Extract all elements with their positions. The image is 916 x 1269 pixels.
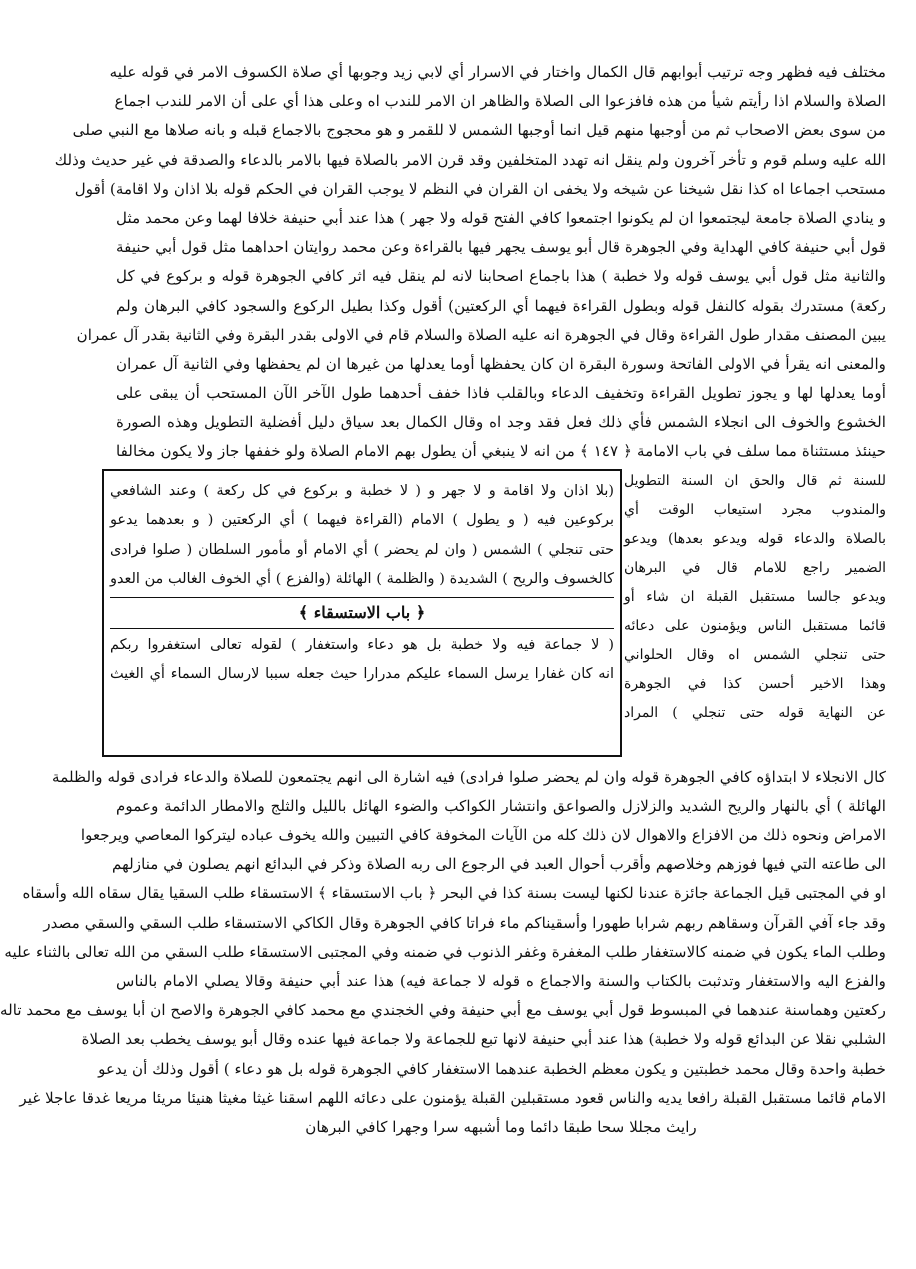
side-line: الضمير راجع للامام قال في البرهان	[624, 559, 886, 576]
text-line: و ينادي الصلاة جامعة ليجتمعوا ان لم يكونوا اجتمعوا كافي الفتح قوله ولا جهر ) هذا عند أبي حنيفة خلافا لهما وعن محمد مثل	[116, 208, 886, 227]
text-line: الى طاعته التي فيها فوزهم وخلاصهم وأقرب أحوال العبد في الرجوع الى ربه الصلاة وذكر في البدائع انهم يصلون في منازلهم	[112, 855, 886, 874]
text-line: الامام قائما مستقبل القبلة رافعا يديه والناس قعود مستقبلين القبلة يؤمنون على دعائه اللهم اسقنا غيثا مغيثا هنيئا مريئا مريعا غدقا عاجلا غير	[19, 1088, 886, 1107]
text-line: الخشوع والخوف الى انجلاء الشمس فأي ذلك فعل فقد وجد اه وقال الكمال بعد سياق دليل أفضلية التطويل وهذه الصورة	[116, 413, 886, 432]
side-line: بالصلاة والدعاء قوله ويدعو بعدها) ويدعو	[624, 530, 886, 547]
text-line: كال الانجلاء لا ابتداؤه كافي الجوهرة قوله وان لم يحضر صلوا فرادى) فيه اشارة الى انهم يجتمعون للصلاة والدعاء فرادى قوله والظلمة	[52, 767, 886, 786]
matn-line: انه كان غفارا يرسل السماء عليكم مدرارا حيث جعله سببا لارسال السماء أي الغيث	[110, 666, 614, 683]
side-line: حتى تنجلي الشمس اه وقال الحلواني	[624, 646, 886, 663]
text-line: خطبة واحدة وقال محمد خطبتين و يكون معظم الخطبة عندهما الاستغفار كافي الجوهرة قوله بل هو دعاء ) أقول وذلك أن يدعو	[98, 1059, 886, 1078]
text-line: من سوى بعض الاصحاب ثم من أوجبها منهم قيل انما أوجبها الشمس لا للقمر و هو محجوج بالاجماع قبله و بانه صلاها مع النبي صلى	[72, 121, 886, 140]
matn-line: حتى تنجلي ) الشمس ( وان لم يحضر ) أي الامام أو مأمور السلطان ( صلوا فرادى	[110, 541, 614, 558]
side-line: للسنة ثم قال والحق ان السنة التطويل	[624, 472, 886, 489]
commentary-side-column	[624, 467, 886, 728]
matn-line: ( لا جماعة فيه ولا خطبة بل هو دعاء واستغفار ) لقوله تعالى استغفروا ربكم	[110, 636, 614, 653]
commentary-top	[54, 58, 886, 467]
text-line: ركعة) مستدرك بقوله كالنفل قوله وبطول القراءة فيهما أي الركعتين) أقول وكذا بطيل الركوع والسجود كافي البرهان ولم	[116, 296, 886, 315]
side-line: وهذا الاخير أحسن كذا في الجوهرة	[624, 675, 886, 692]
text-line: الصلاة والسلام اذا رأيتم شيأ من هذه فافزعوا الى الصلاة والظاهر ان الامر للندب اه وعلى هذا أي على أن الامر للندب اجماع	[114, 92, 886, 111]
text-line: يبين المصنف مقدار طول القراءة وقال في الجوهرة انه عليه الصلاة والسلام قام في الاولى بقدر البقرة وفي الثانية بقدر آل عمران	[76, 325, 886, 344]
main-text-box	[102, 469, 622, 757]
document-page	[0, 58, 886, 1142]
text-line: والثانية مثل قول أبي يوسف قوله ولا خطبة ) هذا باجماع اصحابنا لانه لم ينقل فيه اثر كافي الجوهرة قوله و بركوع في كل	[116, 267, 886, 286]
text-line: والمعنى انه يقرأ في الاولى الفاتحة وسورة البقرة ان كان يحفظها أوما يعدلها من غيرها ان لم يحفظها وفي الثانية آل عمران	[116, 354, 886, 373]
side-line: والمندوب مجرد استيعاب الوقت أي	[624, 501, 886, 518]
text-line: الشلبي نقلا عن البدائع قوله ولا خطبة) هذا عند أبي حنيفة لانها تبع للجماعة ولا جماعة فيها عنده وقال أبو يوسف يخطب بعد الصلاة	[81, 1030, 886, 1049]
commentary-bottom	[0, 763, 886, 1142]
middle-section	[110, 467, 886, 761]
side-line: عن النهاية قوله حتى تنجلي ) المراد	[624, 704, 886, 721]
matn-line: بركوعين فيه ( و يطول ) الامام (القراءة فيهما ) أي الركعتين ( و بعدهما يدعو	[110, 512, 614, 529]
text-line-with-page-number: حينئذ مستثناة مما سلف في باب الامامة ﴿ ١٤٧ ﴾ من انه لا ينبغي أن يطول بهم الامام الصلاة ولو خففها جاز ولا يكون مخالفا	[116, 442, 886, 461]
text-line: مستحب اجماعا اه كذا نقل شيخنا عن شيخه ولا يخفى ان القران في النظم لا يوجب القران في الحكم قوله بلا اذان ولا اقامة) أقول	[74, 179, 886, 198]
text-line: ركعتين وهماسنة عندهما في المبسوط قول أبي يوسف مع أبي حنيفة وفي الخجندي مع محمد كافي الجوهرة والاصح ان أبا يوسف مع محمد تاله	[0, 1001, 886, 1020]
matn-line: كالخسوف والريح ) الشديدة ( والظلمة ) الهائلة (والفزع ) أي الخوف الغالب من العدو	[110, 571, 614, 588]
text-line: الامراض ونحوه ذلك من الافزاع والاهوال لان ذلك كله من الآيات المخوفة كافي التبيين والله يخوف عباده ليتركوا المعاصي ويرجعوا	[80, 826, 886, 844]
text-line: مختلف فيه فظهر وجه ترتيب أبوابهم قال الكمال واختار في الاسرار أي لابي زيد وجوبها أي صلاة الكسوف الامر في قوله عليه	[109, 63, 886, 81]
side-line: قائما مستقبل الناس ويؤمنون على دعائه	[624, 617, 886, 634]
text-line: والفزع اليه والاستغفار وتدثبت بالكتاب والسنة والاجماع ه قوله لا جماعة فيه) هذا عند أبي حنيفة وقالا يصلي الامام بالناس	[116, 971, 886, 990]
text-line: وطلب الماء يكون في ضمنه كالاستغفار طلب المغفرة وغفر الذنوب في ضمنه وفي المجتبى الاستسقاء طلب السقي من الله تعالى بالثناء عليه	[4, 942, 886, 961]
text-line: او في المجتبى قيل الجماعة جائزة عندنا لكنها ليست بسنة كذا في البحر ﴿ باب الاستسقاء ﴾ الاستسقاء طلب السقيا يقال سقاه الله وأسقاه	[22, 884, 886, 903]
text-line: وقد جاء آفي القرآن وسقاهم ربهم شرابا طهورا وأسقيناكم ماء فراتا كافي الجوهرة وقال الكاكي الاستسقاء طلب السقي والسقي مصدر	[43, 913, 886, 932]
text-line: قول أبي حنيفة كافي الهداية وفي الجوهرة قال أبو يوسف يجهر فيها بالقراءة وعن محمد روايتان احداهما مثل قول أبي حنيفة	[116, 238, 886, 257]
text-line: الله عليه وسلم قوم و تأخر آخرون ولم ينقل انه تهدد المتخلفين وقد قرن الامر بالصلاة فيها بالامر بالدعاء والصدقة في غير حديث وذلك	[54, 150, 886, 169]
chapter-title: ﴿ باب الاستسقاء ﴾	[110, 597, 614, 629]
text-line: أوما يعدلها لها و يجوز تطويل القراءة وتخفيف الدعاء وبالقلب فاذا خفف أحدهما طول الآخر الآن المستحب أن يبقى على	[116, 384, 886, 403]
text-line: الهائلة ) أي بالنهار والريح الشديد والزلازل والصواعق وانتشار الكواكب والضوء الهائل بالليل والثلج والامطار الدائمة وعموم	[116, 796, 886, 815]
text-line-last: رايث مجللا سحا طبقا دائما وما أشبهه سرا وجهرا كافي البرهان	[305, 1117, 697, 1136]
side-line: ويدعو جالسا مستقبل القبلة ان شاء أو	[624, 588, 886, 605]
matn-line: (بلا اذان ولا اقامة و لا جهر و ( لا خطبة و بركوع في كل ركعة ) وعند الشافعي	[110, 482, 614, 499]
